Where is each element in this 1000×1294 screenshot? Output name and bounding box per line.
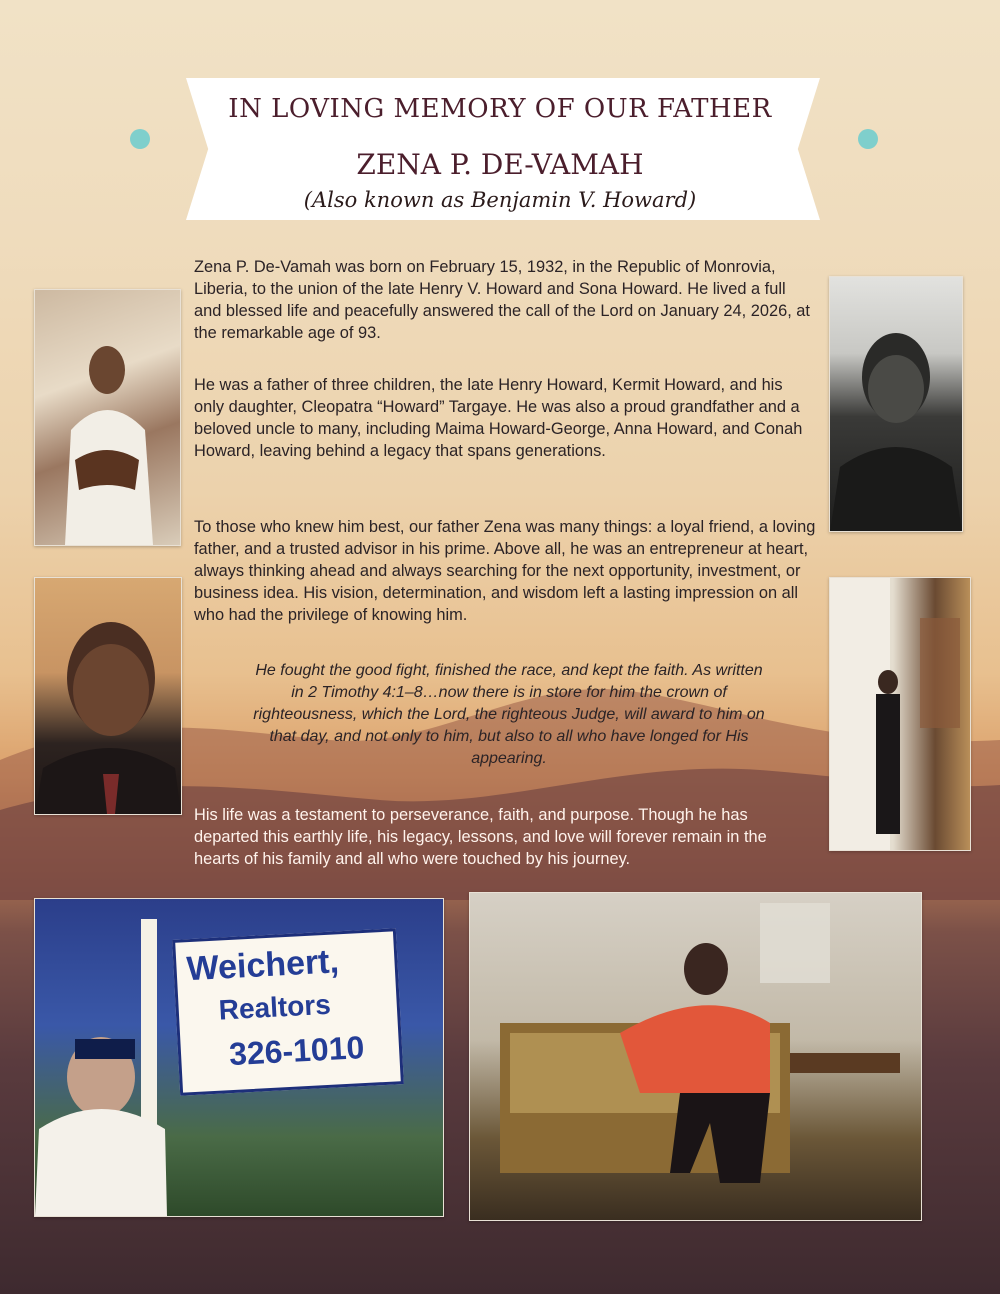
paragraph-character: To those who knew him best, our father Zena was many things: a loyal friend, a loving father, and a trusted advisor in his prime. Above all, he was an entrepreneur at heart, always thinking ahead and always searching for the next opportunity, investment, or business idea. His vision, determination, and wisdom left a lasting impression on all who had the privilege of knowing him. bbox=[194, 518, 816, 624]
sign-brand-text: Weichert, bbox=[185, 942, 340, 989]
scripture-quote: He fought the good fight, finished the race, and kept the faith. As written in 2 Timothy 4:1–8…now there is in store for him the crown of righteousness, which the Lord, the righteous Judge, will award to him on that day, and not only to him, but also to all who have longed for His appearing. bbox=[253, 662, 765, 767]
alias-name: (Also known as Benjamin V. Howard) bbox=[303, 188, 697, 212]
photo-seated-white-robe bbox=[34, 289, 181, 546]
paragraph-family: He was a father of three children, the late Henry Howard, Kermit Howard, and his only daughter, Cleopatra “Howard” Targaye. He was also a proud grandfather and a beloved uncle to many, including Maima Howard-George, Anna Howard, and Conah Howard, leaving behind a legacy that spans generations. bbox=[194, 376, 803, 460]
decorative-dot-right bbox=[858, 129, 878, 149]
deceased-name: ZENA P. DE-VAMAH bbox=[356, 148, 644, 181]
photo-portrait-black-white bbox=[829, 276, 963, 532]
photo-seated-sofa bbox=[469, 892, 922, 1221]
sign-phone-text: 326-1010 bbox=[228, 1029, 366, 1073]
memorial-heading: IN LOVING MEMORY OF OUR FATHER bbox=[228, 94, 772, 124]
paragraph-legacy: His life was a testament to perseverance, faith, and purpose. Though he has departed this earthly life, his legacy, lessons, and love will forever remain in the hearts of his family and all who were touched by his journey. bbox=[194, 806, 767, 868]
decorative-dot-left bbox=[130, 129, 150, 149]
photo-standing-hallway bbox=[829, 577, 971, 851]
photo-portrait-suit bbox=[34, 577, 182, 815]
sign-sub-text: Realtors bbox=[217, 988, 332, 1026]
realtor-sign-board bbox=[172, 928, 404, 1096]
paragraph-birth: Zena P. De-Vamah was born on February 15, 1932, in the Republic of Monrovia, Liberia, to the union of the late Henry V. Howard and Sona Howard. He lived a full and blessed life and peacefully answered the call of the Lord on January 24, 2026, at the remarkable age of 93. bbox=[194, 258, 810, 342]
